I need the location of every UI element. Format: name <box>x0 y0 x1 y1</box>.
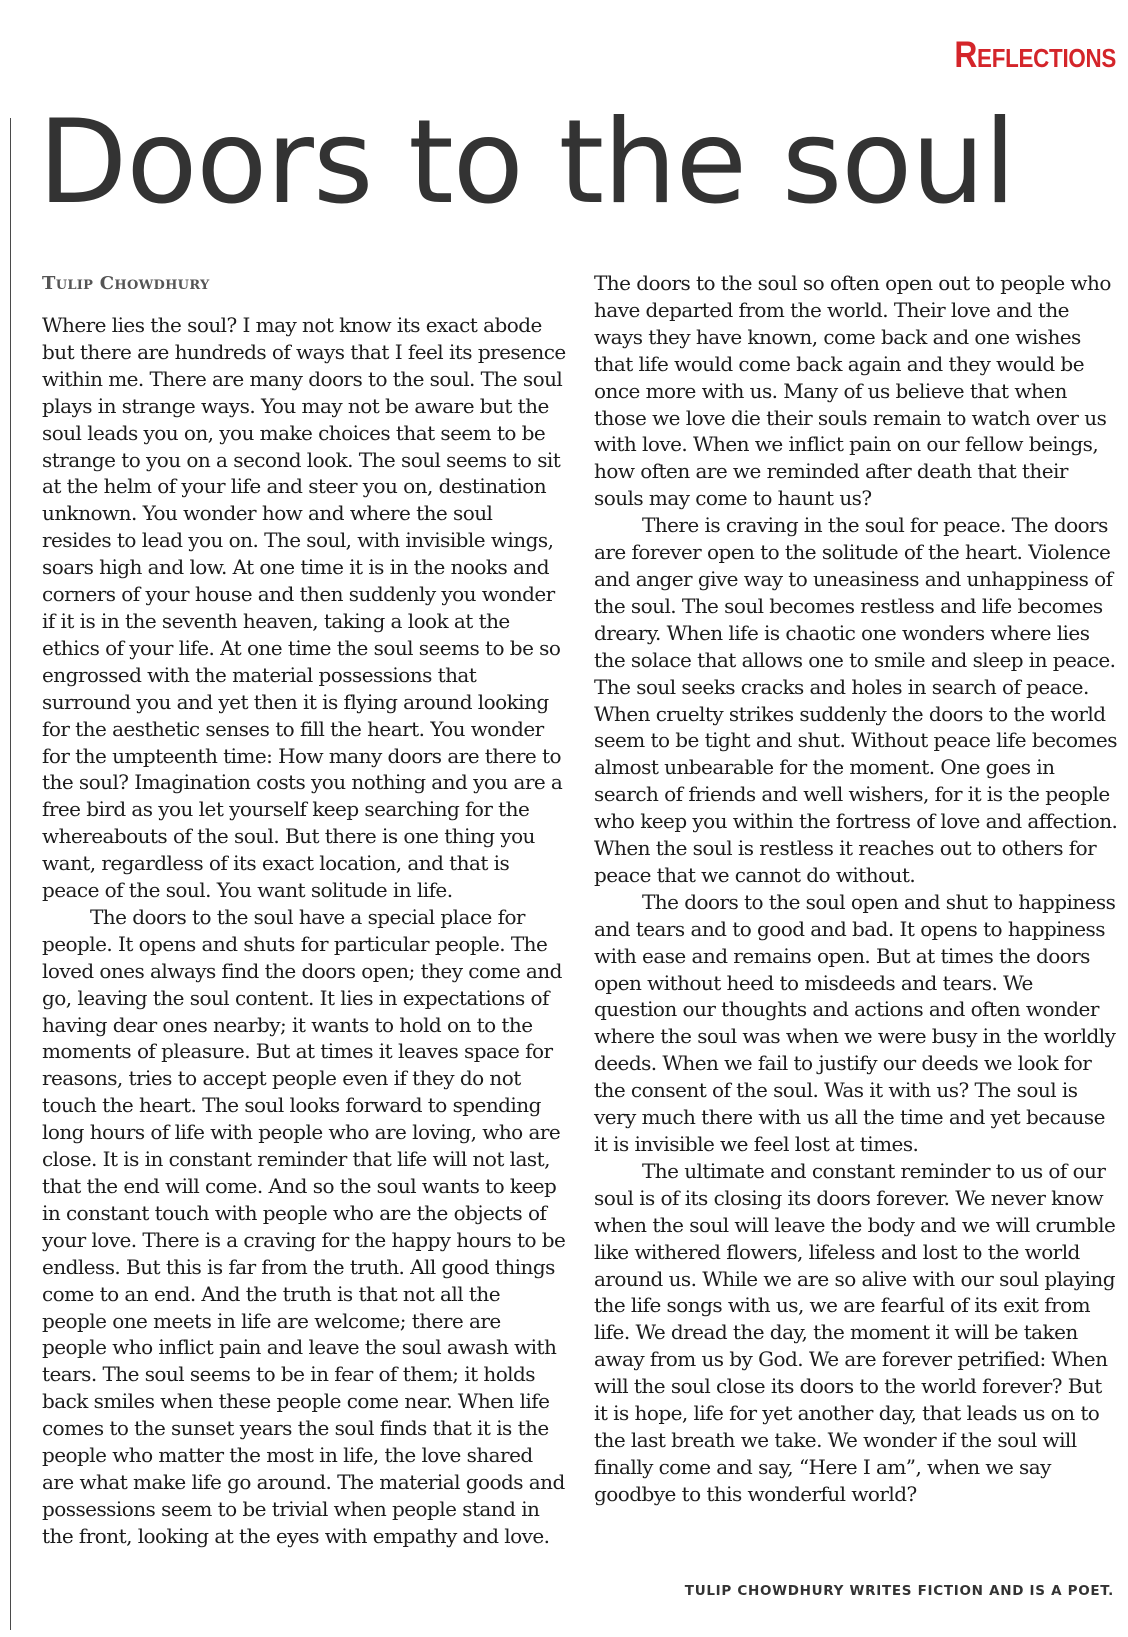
article-column-left <box>42 270 567 1550</box>
paragraph-1: Where lies the soul? I may not know its exact abode but there are hundreds of ways that I feel its presence within me. There are many doors to the soul. The soul plays in strange ways. You may not be aware but the soul leads you on, you make choices that seem to be strange to you on a second look. The soul seems to sit at the helm of your life and steer you on, destination unknown. You wonder how and where the soul resides to lead you on. The soul, with invisible wings, soars high and low. At one time it is in the nooks and corners of your house and then suddenly you wonder if it is in the seventh heaven, taking a look at the ethics of your life. At one time the soul seems to be so engrossed with the material possessions that surround you and yet then it is flying around looking for the aesthetic senses to fill the heart. You wonder for the umpteenth time: How many doors are there to the soul? Imagination costs you nothing and you are a free bird as you let yourself keep searching for the whereabouts of the soul. But there is one thing you want, regardless of its exact location, and that is peace of the soul. You want solitude in life. <box>42 313 566 903</box>
paragraph-3: The doors to the soul so often open out to people who have departed from the world. Their love and the ways they have known, come back and one wishes that life would come back again and they would be once more with us. Many of us believe that when those we love die their souls remain to watch over us with love. When we inflict pain on our fellow beings, how often are we reminded after death that their souls may come to haunt us? <box>594 271 1111 511</box>
article-column-right <box>594 270 1119 1508</box>
author-note: TULIP CHOWDHURY WRITES FICTION AND IS A POET. <box>684 1583 1114 1599</box>
section-header: Reflections <box>954 34 1116 75</box>
byline: Tulip Chowdhury <box>42 273 210 294</box>
paragraph-2: The doors to the soul have a special place for people. It opens and shuts for particular people. The loved ones always find the doors open; they come and go, leaving the soul content. It lies in expectations of having dear ones nearby; it wants to hold on to the moments of pleasure. But at times it leaves space for reasons, tries to accept people even if they do not touch the heart. The soul looks forward to spending long hours of life with people who are loving, who are close. It is in constant reminder that life will not last, that the end will come. And so the soul wants to keep in constant touch with people who are the objects of your love. There is a craving for the happy hours to be endless. But this is far from the truth. All good things come to an end. And the truth is that not all the people one meets in life are welcome; there are people who inflict pain and leave the soul awash with tears. The soul seems to be in fear of them; it holds back smiles when these people come near. When life comes to the sunset years the soul finds that it is the people who matter the most in life, the love shared are what make life go around. The material goods and possessions seem to be trivial when people stand in the front, looking at the eyes with empathy and love. <box>42 904 566 1548</box>
paragraph-5: The doors to the soul open and shut to happiness and tears and to good and bad. It opens to happiness with ease and remains open. But at times the doors open without heed to misdeeds and tears. We question our thoughts and actions and often wonder where the soul was when we were busy in the worldly deeds. When we fail to justify our deeds we look for the consent of the soul. Was it with us? The soul is very much there with us all the time and yet because it is invisible we feel lost at times. <box>594 889 1116 1156</box>
article-title: Doors to the soul <box>38 95 1015 230</box>
left-column-rule <box>10 118 11 1630</box>
paragraph-4: There is craving in the soul for peace. The doors are forever open to the solitude of the heart. Violence and anger give way to uneasiness and unhappiness of the soul. The soul becomes restless and life becomes dreary. When life is chaotic one wonders where lies the solace that allows one to smile and sleep in peace. The soul seeks cracks and holes in search of peace. When cruelty strikes suddenly the doors to the world seem to be tight and shut. Without peace life becomes almost unbearable for the moment. One goes in search of friends and well wishers, for it is the people who keep you within the fortress of love and affection. When the soul is restless it reaches out to others for peace that we cannot do without. <box>594 513 1118 887</box>
paragraph-6: The ultimate and constant reminder to us of our soul is of its closing its doors forever. We never know when the soul will leave the body and we will crumble like withered flowers, lifeless and lost to the world around us. While we are so alive with our soul playing the life songs with us, we are fearful of its exit from life. We dread the day, the moment it will be taken away from us by God. We are forever petrified: When will the soul close its doors to the world forever? But it is hope, life for yet another day, that leads us on to the last breath we take. We wonder if the soul will finally come and say, “Here I am”, when we say goodbye to this wonderful world? <box>594 1158 1116 1506</box>
